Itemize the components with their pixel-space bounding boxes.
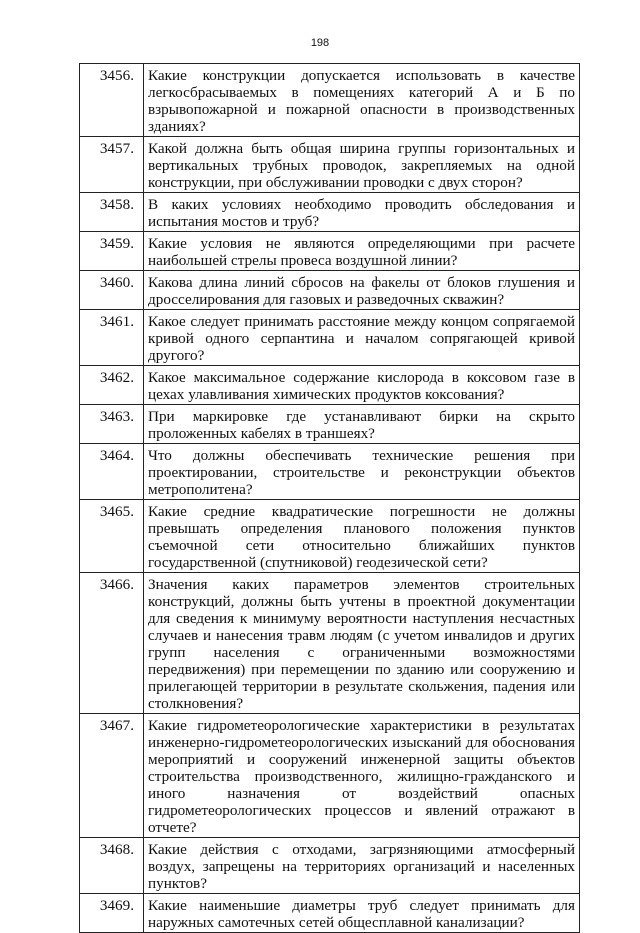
table-row — [80, 137, 580, 193]
question-text: Что должны обеспечивать технические решения при проектировании, строительстве и реконструкции объектов метрополитена? — [144, 444, 580, 500]
question-number: 3469. — [80, 894, 144, 933]
table-row — [80, 573, 580, 714]
question-text: Значения каких параметров элементов строительных конструкций, должны быть учтены в проектной документации для сведения к минимуму вероятности наступления несчастных случаев и нанесения травм людям (с учетом инвалидов и других групп населения с ограниченными возможностями передвижения) при перемещении по зданию или сооружению и прилегающей территории в результате скольжения, падения или столкновения? — [144, 573, 580, 714]
table-row — [80, 232, 580, 271]
question-text: Какой должна быть общая ширина группы горизонтальных и вертикальных трубных проводок, закрепляемых на одной конструкции, при обслуживании проводки с двух сторон? — [144, 137, 580, 193]
question-text: Какова длина линий сбросов на факелы от блоков глушения и дросселирования для газовых и разведочных скважин? — [144, 271, 580, 310]
question-number: 3459. — [80, 232, 144, 271]
question-number: 3462. — [80, 366, 144, 405]
question-text: Какое следует принимать расстояние между концом сопрягаемой кривой одного серпантина и началом сопрягающей кривой другого? — [144, 310, 580, 366]
table-row — [80, 271, 580, 310]
question-number: 3467. — [80, 714, 144, 838]
table-row — [80, 366, 580, 405]
question-text: При маркировке где устанавливают бирки на скрыто проложенных кабелях в траншеях? — [144, 405, 580, 444]
question-number: 3466. — [80, 573, 144, 714]
table-row — [80, 193, 580, 232]
question-text: Какие гидрометеорологические характеристики в результатах инженерно-гидрометеорологических изысканий для обоснования мероприятий и сооружений инженерной защиты объектов строительства производственного, жилищно-гражданского и иного назначения от воздействий опасных гидрометеорологических процессов и явлений отражают в отчете? — [144, 714, 580, 838]
table-row — [80, 64, 580, 137]
question-number: 3457. — [80, 137, 144, 193]
page-number: 198 — [310, 37, 330, 49]
table-row — [80, 894, 580, 933]
question-number: 3456. — [80, 64, 144, 137]
question-text: Какие конструкции допускается использовать в качестве легкосбрасываемых в помещениях категорий А и Б по взрывопожарной и пожарной опасности в производственных зданиях? — [144, 64, 580, 137]
question-number: 3461. — [80, 310, 144, 366]
question-number: 3460. — [80, 271, 144, 310]
table-row — [80, 405, 580, 444]
question-text: Какие средние квадратические погрешности не должны превышать определения планового положения пунктов съемочной сети относительно ближайших пунктов государственной (спутниковой) геодезической сети? — [144, 500, 580, 573]
question-number: 3464. — [80, 444, 144, 500]
table-row — [80, 444, 580, 500]
table-row — [80, 310, 580, 366]
table-row — [80, 500, 580, 573]
question-text: В каких условиях необходимо проводить обследования и испытания мостов и труб? — [144, 193, 580, 232]
question-text: Какие действия с отходами, загрязняющими атмосферный воздух, запрещены на территориях организаций и населенных пунктов? — [144, 838, 580, 894]
question-text: Какие условия не являются определяющими при расчете наибольшей стрелы провеса воздушной линии? — [144, 232, 580, 271]
questions-table — [79, 63, 580, 933]
question-number: 3458. — [80, 193, 144, 232]
question-number: 3468. — [80, 838, 144, 894]
table-row — [80, 714, 580, 838]
table-row — [80, 838, 580, 894]
question-number: 3463. — [80, 405, 144, 444]
question-number: 3465. — [80, 500, 144, 573]
question-text: Какие наименьшие диаметры труб следует принимать для наружных самотечных сетей общесплавной канализации? — [144, 894, 580, 933]
question-text: Какое максимальное содержание кислорода в коксовом газе в цехах улавливания химических продуктов коксования? — [144, 366, 580, 405]
